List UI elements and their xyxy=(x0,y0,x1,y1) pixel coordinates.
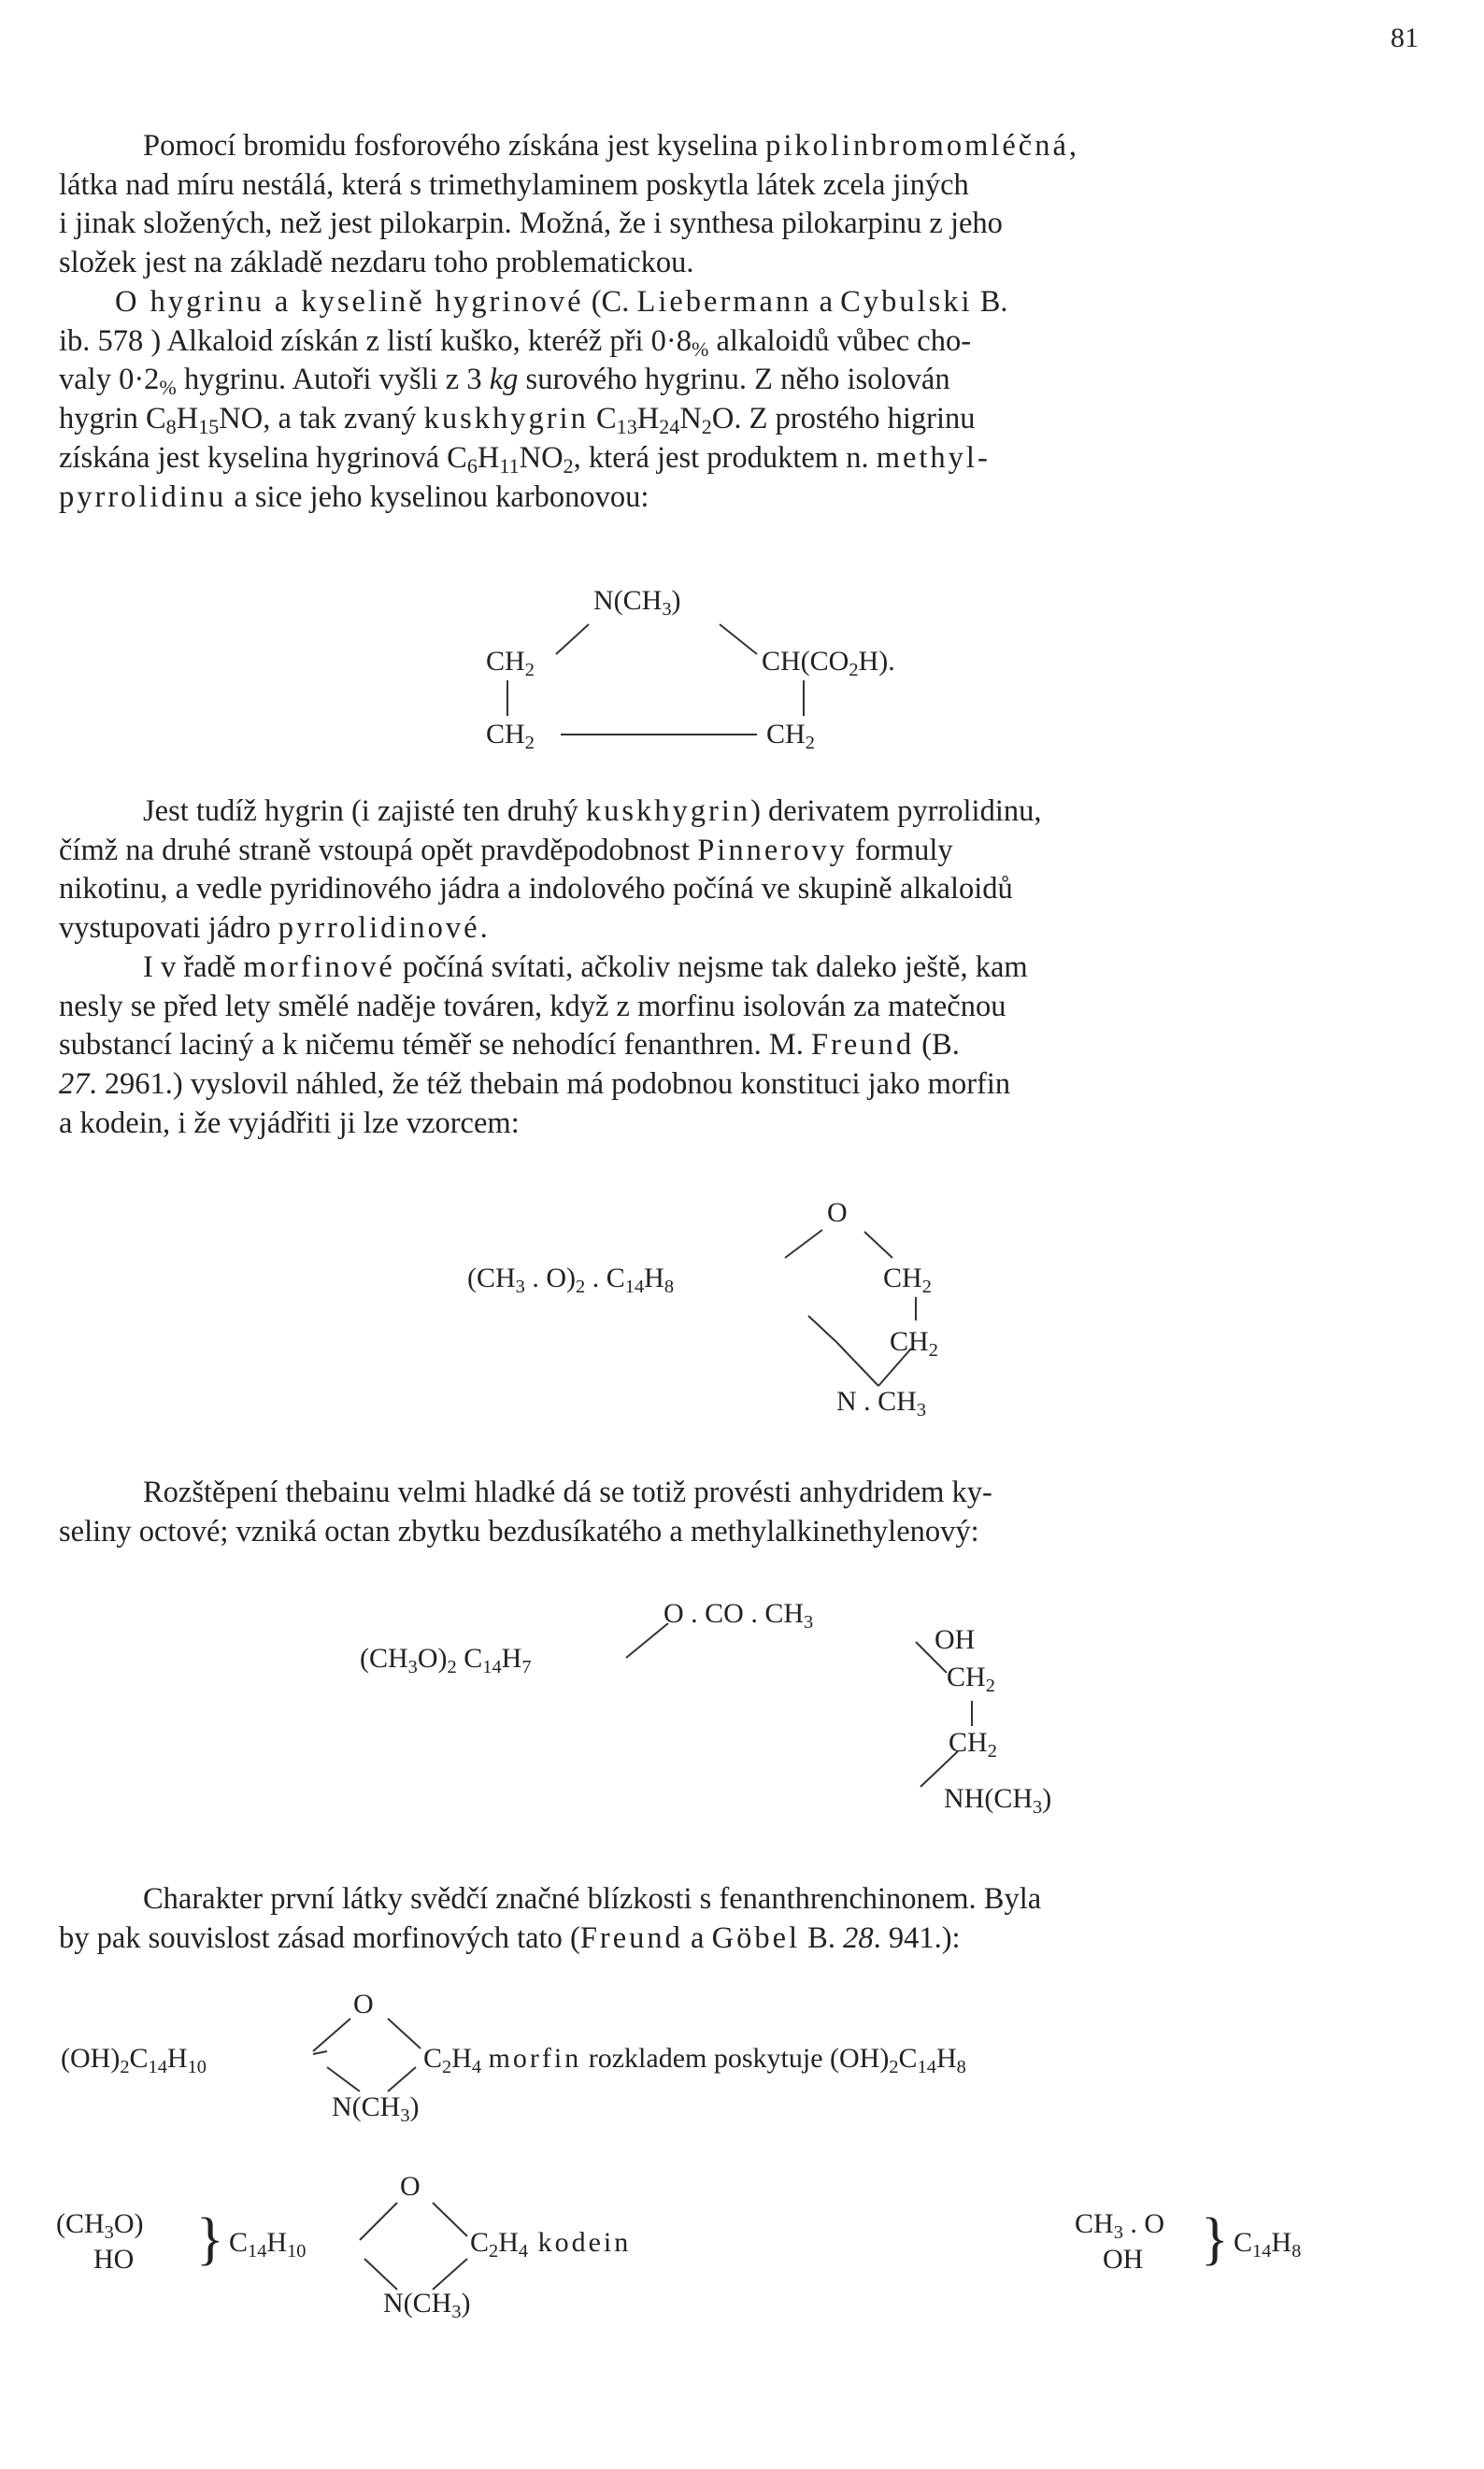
formula-atom: $CH_2$ xyxy=(486,646,535,680)
text: Jest tudíž hygrin (i zajisté ten druhý xyxy=(143,794,586,828)
formula-atom: $CH_2$ xyxy=(890,1326,938,1361)
text: methyl- xyxy=(876,440,991,475)
formula-brace: } xyxy=(196,2207,224,2271)
text: H xyxy=(636,402,660,436)
text: % xyxy=(691,336,709,361)
text: kuskhygrin xyxy=(423,402,589,436)
text: H xyxy=(176,402,199,436)
text: ) derivatem pyrrolidinu, xyxy=(750,794,1042,828)
text: 8 xyxy=(165,415,177,439)
text: a xyxy=(682,1920,712,1955)
text: 2 xyxy=(563,453,574,478)
text: Charakter první látky svědčí značné blízkosti s fenanthrenchinonem. Byla xyxy=(143,1882,1042,1916)
text: Pomocí bromidu fosforového získána jest kyselina xyxy=(143,129,766,163)
formula-atom: OH xyxy=(935,1624,976,1655)
formula-atom: $CH_2$ xyxy=(949,1727,997,1762)
text: 6 xyxy=(466,453,478,478)
text: pyrrolidinové xyxy=(278,911,480,946)
text: pikolinbromomléčná, xyxy=(765,129,1080,163)
text: Freund xyxy=(579,1920,683,1955)
text: a sice jeho kyselinou karbonovou: xyxy=(226,479,649,514)
formula-atom: $N(CH_3)$ xyxy=(383,2288,471,2322)
formula-atom: N . $CH_3$ xyxy=(836,1386,927,1420)
text: . 2961.) vyslovil náhled, že též thebain má podobnou konstituci jako morfin xyxy=(89,1067,1011,1102)
formula-atom: $(CH_3O)$ xyxy=(56,2208,144,2243)
formula-codeine xyxy=(56,2173,1383,2332)
text: hygrinu. Autoři vyšli z 3 xyxy=(176,363,490,397)
text: , která jest produktem n. xyxy=(573,440,877,475)
text: 2 xyxy=(701,415,712,439)
text: 27 xyxy=(59,1067,90,1102)
text: N xyxy=(679,402,702,436)
formula-thebaine-cleavage xyxy=(360,1591,1126,1834)
formula-atom: $CH_2$ xyxy=(883,1263,932,1297)
formula-atom: $CH_2$ xyxy=(766,719,815,753)
page-number: 81 xyxy=(1391,22,1419,53)
paragraph-6 xyxy=(59,1880,1425,1958)
formula-atom: $N(CH_3)$ xyxy=(593,585,681,620)
text: valy 0·2 xyxy=(59,363,160,397)
formula-atom: $(CH_3O)_2$ $C_{14}H_7$ xyxy=(360,1643,532,1677)
text: nesly se před lety smělé naděje továren, když z morfinu isolován za matečnou xyxy=(59,989,1006,1023)
paragraph-3 xyxy=(59,792,1425,949)
formula-atom: $N(CH_3)$ xyxy=(332,2091,420,2126)
formula-atom: $NH(CH_3)$ xyxy=(944,1783,1052,1818)
paragraph-1 xyxy=(59,127,1425,283)
formula-atom: $C_{14}H_{10}$ xyxy=(229,2227,307,2262)
formula-atom: $(OH)_2C_{14}H_{10}$ xyxy=(61,2043,207,2077)
text: a kodein, i že vyjádřiti ji lze vzorcem: xyxy=(59,1106,520,1140)
formula-atom: O xyxy=(827,1197,848,1228)
formula-atom: $CH_3$ . O xyxy=(1075,2208,1165,2243)
text: B. xyxy=(800,1920,844,1955)
formula-atom: OH xyxy=(1103,2244,1144,2275)
text: NO xyxy=(519,440,564,475)
text: složek jest na základě nezdaru toho problematickou. xyxy=(59,246,694,280)
text: Freund xyxy=(811,1028,915,1063)
text: 15 xyxy=(198,415,220,439)
formula-atom: ($CH_3$ . $O)_2$ . $C_{14}H_8$ xyxy=(467,1263,675,1297)
text: získána jest kyselina hygrinová C xyxy=(59,440,467,475)
formula-atom: $C_{14}H_8$ xyxy=(1234,2227,1302,2262)
text: Pinnerovy xyxy=(697,833,848,867)
paragraph-2 xyxy=(59,283,1425,517)
formula-atom: O xyxy=(353,1989,374,2019)
text: B. xyxy=(972,285,1008,319)
formula-atom: $C_2H_4$ kodein xyxy=(470,2227,632,2262)
text: (B. xyxy=(914,1028,960,1063)
text: 24 xyxy=(659,415,680,439)
text: surového hygrinu. Z něho isolován xyxy=(518,363,950,397)
formula-hygrinic-acid xyxy=(477,578,1000,764)
formula-thebaine xyxy=(467,1194,991,1447)
text: i jinak složených, než jest pilokarpin. Možná, že i synthesa pilokarpinu z jeho xyxy=(59,207,1003,241)
text: . xyxy=(479,911,488,946)
text: 11 xyxy=(499,453,520,478)
paragraph-5 xyxy=(59,1474,1425,1551)
text: formuly xyxy=(847,833,953,867)
text: alkaloidů vůbec cho- xyxy=(708,323,972,358)
text: C xyxy=(588,402,617,436)
text: Cybulski xyxy=(840,285,973,319)
text: hygrin C xyxy=(59,402,166,436)
formula-atom: $C_2H_4$ morfin rozkladem poskytuje $(OH)_2C_{14}H_8$ xyxy=(423,2043,966,2077)
text: kg xyxy=(489,363,519,397)
formula-atom: O . CO . $CH_3$ xyxy=(664,1598,814,1633)
text: % xyxy=(159,376,177,400)
text: počíná svítati, ačkoliv nejsme tak daleko ještě, kam xyxy=(394,950,1028,984)
text: kuskhygrin xyxy=(585,794,751,828)
paragraph-4 xyxy=(59,949,1425,1144)
text: látka nad míru nestálá, která s trimethylaminem poskytla látek zcela jiných xyxy=(59,167,969,202)
text: Rozštěpení thebainu velmi hladké dá se totiž provésti anhydridem ky- xyxy=(143,1476,992,1509)
text: NO, a tak zvaný xyxy=(219,402,424,436)
text: H xyxy=(477,440,500,475)
text: seliny octové; vzniká octan zbytku bezdusíkatého a methylalkinethylenový: xyxy=(59,1514,979,1548)
text: 28 xyxy=(843,1920,874,1955)
text: substancí laciný a k ničemu téměř se nehodící fenanthren. M. xyxy=(59,1028,812,1063)
text: čímž na druhé straně vstoupá opět pravděpodobnost xyxy=(59,833,698,867)
text: a xyxy=(811,285,841,319)
formula-brace: } xyxy=(1201,2207,1229,2271)
text: vystupovati jádro xyxy=(59,911,278,946)
formula-atom: HO xyxy=(93,2244,135,2275)
text: Göbel xyxy=(711,1920,801,1955)
formula-bonds xyxy=(477,578,1000,764)
text: by pak souvislost zásad morfinových tato ( xyxy=(59,1920,580,1955)
text: pyrrolidinu xyxy=(59,479,227,514)
text: . 941.): xyxy=(873,1920,961,1955)
section-heading: O hygrinu a kyselině hygrinové xyxy=(115,285,584,319)
text: Liebermann xyxy=(636,285,812,319)
text: ib. 578 ) Alkaloid získán z listí kuško, kteréž při 0·8 xyxy=(59,323,692,358)
formula-atom: $CH(CO_2H)$. xyxy=(762,646,895,680)
formula-atom: $CH_2$ xyxy=(947,1662,995,1696)
text: I v řadě xyxy=(143,950,244,984)
text: O. Z prostého higrinu xyxy=(711,402,976,436)
formula-morphine xyxy=(61,1991,1369,2131)
formula-atom: $CH_2$ xyxy=(486,719,535,753)
text: (C. xyxy=(583,285,637,319)
text: nikotinu, a vedle pyridinového jádra a indolového počíná ve skupině alkaloidů xyxy=(59,872,1013,906)
text: morfinové xyxy=(243,950,395,984)
formula-atom: O xyxy=(400,2171,421,2202)
text: 13 xyxy=(616,415,637,439)
